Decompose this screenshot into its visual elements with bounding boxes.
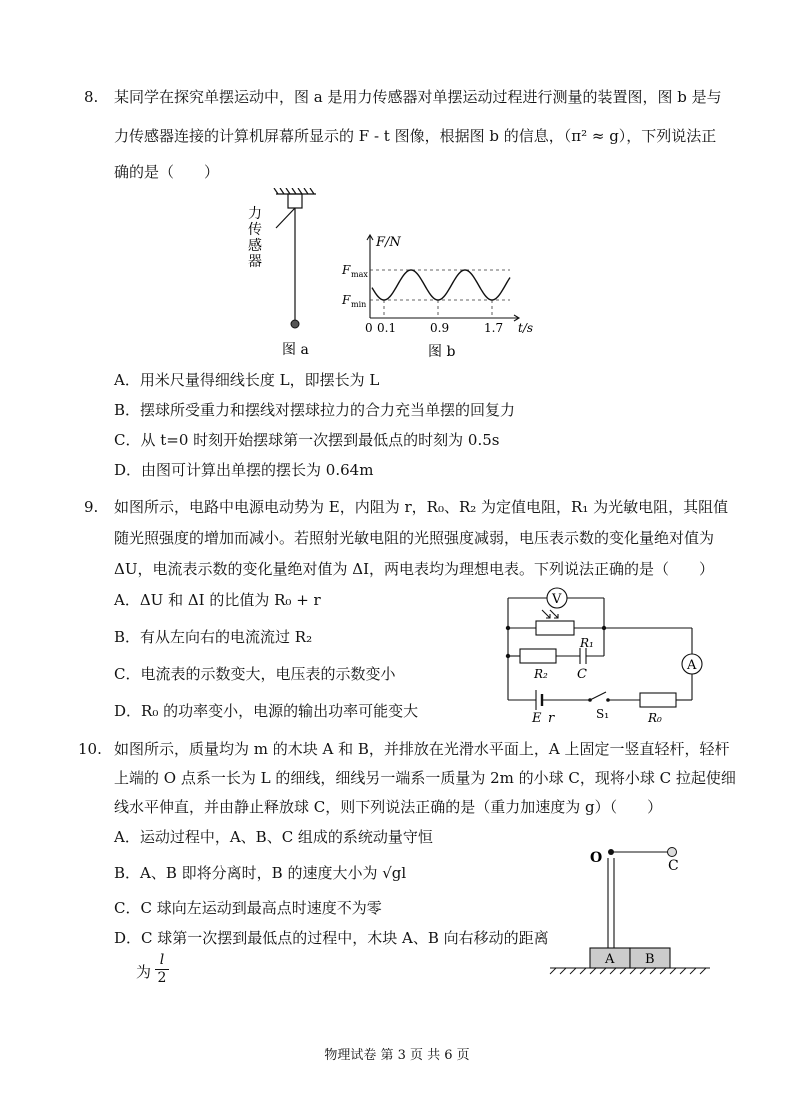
y-axis-label: F/N (376, 235, 401, 250)
figure-q10-pendulum-blocks (548, 834, 714, 980)
q10-option-d-tail: 为 (136, 963, 152, 981)
voltmeter-label: V (552, 592, 562, 607)
q10-option-b[interactable]: B．A、B 即将分离时，B 的速度大小为 √gl (114, 864, 407, 882)
force-curve (372, 270, 510, 300)
question-9-line-1: 如图所示，电路中电源电动势为 E，内阻为 r，R₀、R₂ 为定值电阻，R₁ 为光敏电阻，其阻值 (114, 498, 729, 516)
question-9-line-3: ΔU，电流表示数的变化量绝对值为 ΔI，两电表均为理想电表。下列说法正确的是（ ） (114, 560, 715, 578)
ball-c-label: C (668, 858, 679, 874)
sensor-char-2: 传 (248, 222, 262, 238)
question-10-line-3: 线水平伸直，并由静止释放球 C，则下列说法正确的是（重力加速度为 g）（ ） (114, 798, 663, 816)
fmin-label: F (342, 293, 351, 307)
question-9-number: 9. (84, 498, 99, 516)
sensor-char-4: 器 (248, 254, 262, 270)
q9-option-a[interactable]: A．ΔU 和 ΔI 的比值为 R₀ + r (114, 591, 321, 609)
fraction-numerator: l (159, 952, 165, 968)
tick-1.7: 1.7 (484, 321, 504, 335)
figure-b-caption: 图 b (428, 344, 456, 360)
block-a-label: A (605, 952, 615, 967)
q10-option-d[interactable]: D．C 球第一次摆到最低点的过程中，木块 A、B 向右移动的距离 (114, 929, 549, 947)
page-footer: 物理试卷 第 3 页 共 6 页 (324, 1048, 470, 1063)
q10-option-c[interactable]: C．C 球向左运动到最高点时速度不为零 (114, 899, 382, 917)
r1-label: R₁ (580, 636, 594, 650)
q9-option-d[interactable]: D．R₀ 的功率变小，电源的输出功率可能变大 (114, 702, 419, 720)
fmax-subscript: max (351, 270, 368, 279)
fmin-subscript: min (351, 300, 367, 309)
circuit-diagram (498, 584, 714, 726)
sensor-char-3: 感 (248, 238, 262, 254)
sensor-char-1: 力 (248, 206, 262, 222)
fraction-denominator: 2 (157, 970, 167, 986)
tick-0.9: 0.9 (430, 321, 450, 335)
question-8-line-2: 力传感器连接的计算机屏幕所显示的 F - t 图像，根据图 b 的信息，（π² ≈ g），下列说法正 (114, 127, 717, 145)
emf-label: E (532, 711, 542, 726)
ammeter-label: A (687, 658, 697, 673)
q10-option-a[interactable]: A．运动过程中，A、B、C 组成的系统动量守恒 (114, 828, 433, 846)
point-o-label: O (590, 850, 603, 866)
question-10-number: 10. (78, 740, 102, 758)
block-b-label: B (645, 952, 655, 967)
tick-0.1: 0.1 (377, 321, 397, 335)
figure-a-pendulum (248, 188, 328, 360)
capacitor-label: C (577, 667, 587, 682)
q8-option-c[interactable]: C．从 t=0 时刻开始摆球第一次摆到最低点的时刻为 0.5s (114, 431, 500, 449)
fmax-label: F (342, 263, 351, 277)
question-9-line-2: 随光照强度的增加而减小。若照射光敏电阻的光照强度减弱，电压表示数的变化量绝对值为 (114, 529, 715, 547)
tick-0: 0 (365, 321, 373, 335)
r2-label: R₂ (534, 667, 548, 681)
switch-label: S₁ (596, 707, 610, 721)
r0-label: R₀ (648, 711, 662, 725)
q8-option-b[interactable]: B．摆球所受重力和摆线对摆球拉力的合力充当单摆的回复力 (114, 401, 516, 419)
figure-b-force-time-graph (338, 232, 538, 362)
q9-option-b[interactable]: B．有从左向右的电流流过 R₂ (114, 628, 313, 646)
question-8-number: 8. (84, 88, 99, 106)
q8-option-a[interactable]: A．用米尺量得细线长度 L，即摆长为 L (114, 371, 380, 389)
internal-resistance-label: r (548, 711, 555, 726)
figure-a-caption: 图 a (282, 342, 309, 358)
q8-option-d[interactable]: D．由图可计算出单摆的摆长为 0.64m (114, 461, 374, 479)
q9-option-c[interactable]: C．电流表的示数变大，电压表的示数变小 (114, 665, 396, 683)
question-10-line-1: 如图所示，质量均为 m 的木块 A 和 B，并排放在光滑水平面上，A 上固定一竖直轻杆，轻杆 (114, 740, 730, 758)
question-8-line-1: 某同学在探究单摆运动中，图 a 是用力传感器对单摆运动过程进行测量的装置图，图 b 是与 (114, 88, 722, 106)
question-10-line-2: 上端的 O 点系一长为 L 的细线，细线另一端系一质量为 2m 的小球 C，现将小球 C 拉起使细 (114, 769, 736, 787)
x-axis-label: t/s (518, 321, 534, 335)
question-8-line-3: 确的是（ ） (114, 163, 220, 181)
